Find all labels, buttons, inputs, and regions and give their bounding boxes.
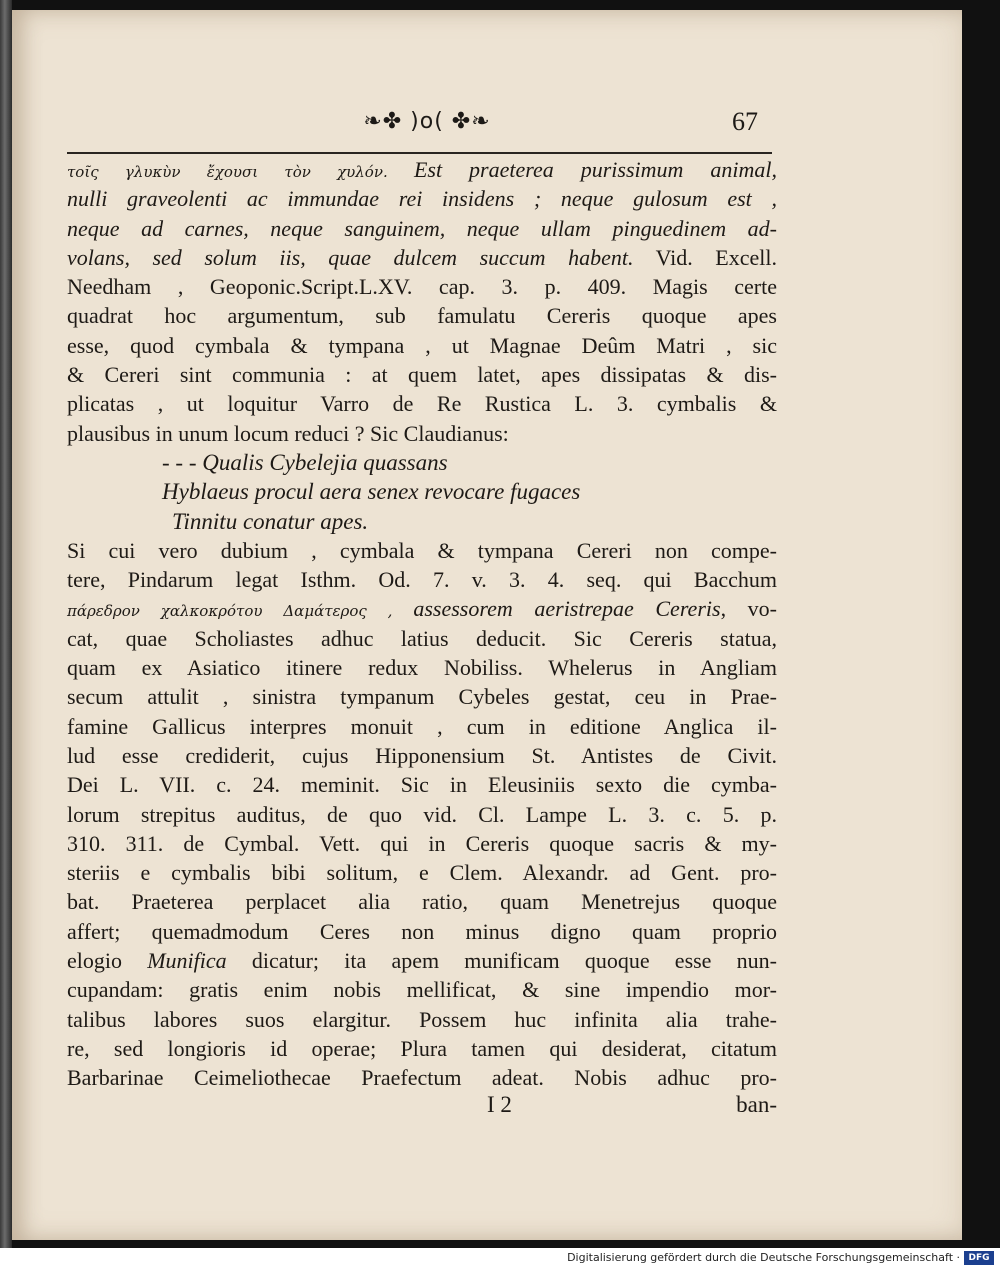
text-run: , vo- (720, 596, 778, 622)
book-page (12, 10, 962, 1240)
text-line (67, 594, 777, 623)
text-line (67, 272, 777, 301)
text-run: Vid. Excell. (633, 244, 777, 270)
text-run: Munifica (147, 948, 227, 974)
text-run: famine Gallicus interpres monuit , cum in editione Anglica il- (67, 713, 777, 739)
text-run: cupandam: gratis enim nobis mellificat, & sine impendio mor- (67, 977, 777, 1003)
text-run: & Cereri sint communia : at quem latet, apes dissipatas & dis- (67, 362, 777, 388)
text-line (67, 565, 777, 594)
text-run: elogio (67, 948, 148, 974)
text-run: plausibus in unum locum reduci ? Sic Claudianus: (67, 420, 509, 446)
text-run: affert; quemadmodum Ceres non minus digno quam proprio (67, 918, 777, 944)
text-run: τοῖς γλυκὺν ἔχουσι τὸν χυλόν. (67, 163, 414, 181)
page-footer (67, 1092, 777, 1122)
text-line (67, 1005, 777, 1034)
text-line (67, 243, 777, 272)
text-run: lud esse crediderit, cujus Hipponensium St. Antistes de Civit. (67, 742, 777, 768)
text-run: steriis e cymbalis bibi solitum, e Clem. Alexandr. ad Gent. pro- (67, 860, 777, 886)
text-run: quam ex Asiatico itinere redux Nobiliss. Whelerus in Angliam (67, 655, 777, 681)
text-run: Est praeterea purissimum animal, (413, 157, 778, 182)
text-run: assessorem aeristrepae Cereris (413, 596, 721, 622)
text-run: dicatur; ita apem munificam quoque esse nun- (226, 948, 777, 974)
text-line (67, 419, 777, 448)
verse-line: Hyblaeus procul aera senex revocare fugaces (162, 479, 581, 505)
text-line (67, 829, 777, 858)
catchword: ban- (736, 1092, 777, 1117)
text-run: πάρεδρον χαλκοκρότου Δαμάτερος , (67, 602, 414, 621)
page-number: 67 (732, 107, 758, 136)
running-header (12, 105, 962, 145)
text-run: bat. Praeterea perplacet alia ratio, quam Menetrejus quoque (67, 889, 777, 915)
text-line (67, 800, 777, 829)
text-line (67, 331, 777, 360)
text-run: Si cui vero dubium , cymbala & tympana Cereri non compe- (67, 537, 777, 563)
text-run: 310. 311. de Cymbal. Vett. qui in Cereris quoque sacris & my- (67, 830, 777, 856)
verse-line: - - - Qualis Cybelejia quassans (162, 449, 448, 475)
text-run: volans, sed solum iis, quae dulcem succum habent. (67, 244, 634, 270)
text-run: plicatas , ut loquitur Varro de Re Rustica L. 3. cymbalis & (67, 391, 777, 417)
signature-mark: I 2 (487, 1092, 512, 1117)
text-run: nulli graveolenti ac immundae rei insidens ; neque gulosum est , (67, 186, 777, 212)
body-text (67, 155, 777, 1093)
text-run: cat, quae Scholiastes adhuc latius deducit. Sic Cereris statua, (67, 625, 777, 651)
text-run: Needham , Geoponic.Script.L.XV. cap. 3. p. 409. Magis certe (67, 274, 777, 300)
text-line (67, 712, 777, 741)
text-run: Barbarinae Ceimeliothecae Praefectum adeat. Nobis adhuc pro- (67, 1065, 777, 1091)
text-run: esse, quod cymbala & tympana , ut Magnae Deûm Matri , sic (67, 332, 777, 358)
text-line (67, 184, 777, 213)
text-run: talibus labores suos elargitur. Possem huc infinita alia trahe- (67, 1006, 777, 1032)
text-line (67, 536, 777, 565)
text-line (67, 214, 777, 243)
header-rule (67, 152, 772, 154)
text-line (67, 1063, 777, 1092)
book-spine (0, 0, 12, 1248)
text-line (67, 975, 777, 1004)
text-line (67, 682, 777, 711)
text-run: Dei L. VII. c. 24. meminit. Sic in Eleusiniis sexto die cymba- (67, 772, 777, 798)
text-run: tere, Pindarum legat Isthm. Od. 7. v. 3. 4. seq. qui Bacchum (67, 567, 777, 593)
text-line (67, 624, 777, 653)
text-line (67, 858, 777, 887)
credit-text: Digitalisierung gefördert durch die Deutsche Forschungsgemeinschaft · (567, 1251, 960, 1264)
header-ornament: ❧✤ )o( ✤❧ (363, 109, 491, 134)
text-line (67, 946, 777, 975)
text-line (67, 887, 777, 916)
text-line (67, 1034, 777, 1063)
text-line (67, 155, 777, 184)
text-run: secum attulit , sinistra tympanum Cybeles gestat, ceu in Prae- (67, 684, 777, 710)
dfg-logo-icon: DFG (964, 1251, 994, 1265)
credit-bar (0, 1248, 1000, 1268)
text-run: quadrat hoc argumentum, sub famulatu Cereris quoque apes (67, 303, 777, 329)
verse-line: Tinnitu conatur apes. (172, 508, 369, 534)
text-line (67, 741, 777, 770)
text-line (67, 360, 777, 389)
text-line (67, 653, 777, 682)
text-run: re, sed longioris id operae; Plura tamen qui desiderat, citatum (67, 1035, 777, 1061)
text-line (67, 301, 777, 330)
text-run: neque ad carnes, neque sanguinem, neque ullam pinguedinem ad- (67, 215, 777, 241)
text-line (67, 917, 777, 946)
text-run: lorum strepitus auditus, de quo vid. Cl. Lampe L. 3. c. 5. p. (67, 801, 777, 827)
text-line (67, 770, 777, 799)
text-line (67, 389, 777, 418)
